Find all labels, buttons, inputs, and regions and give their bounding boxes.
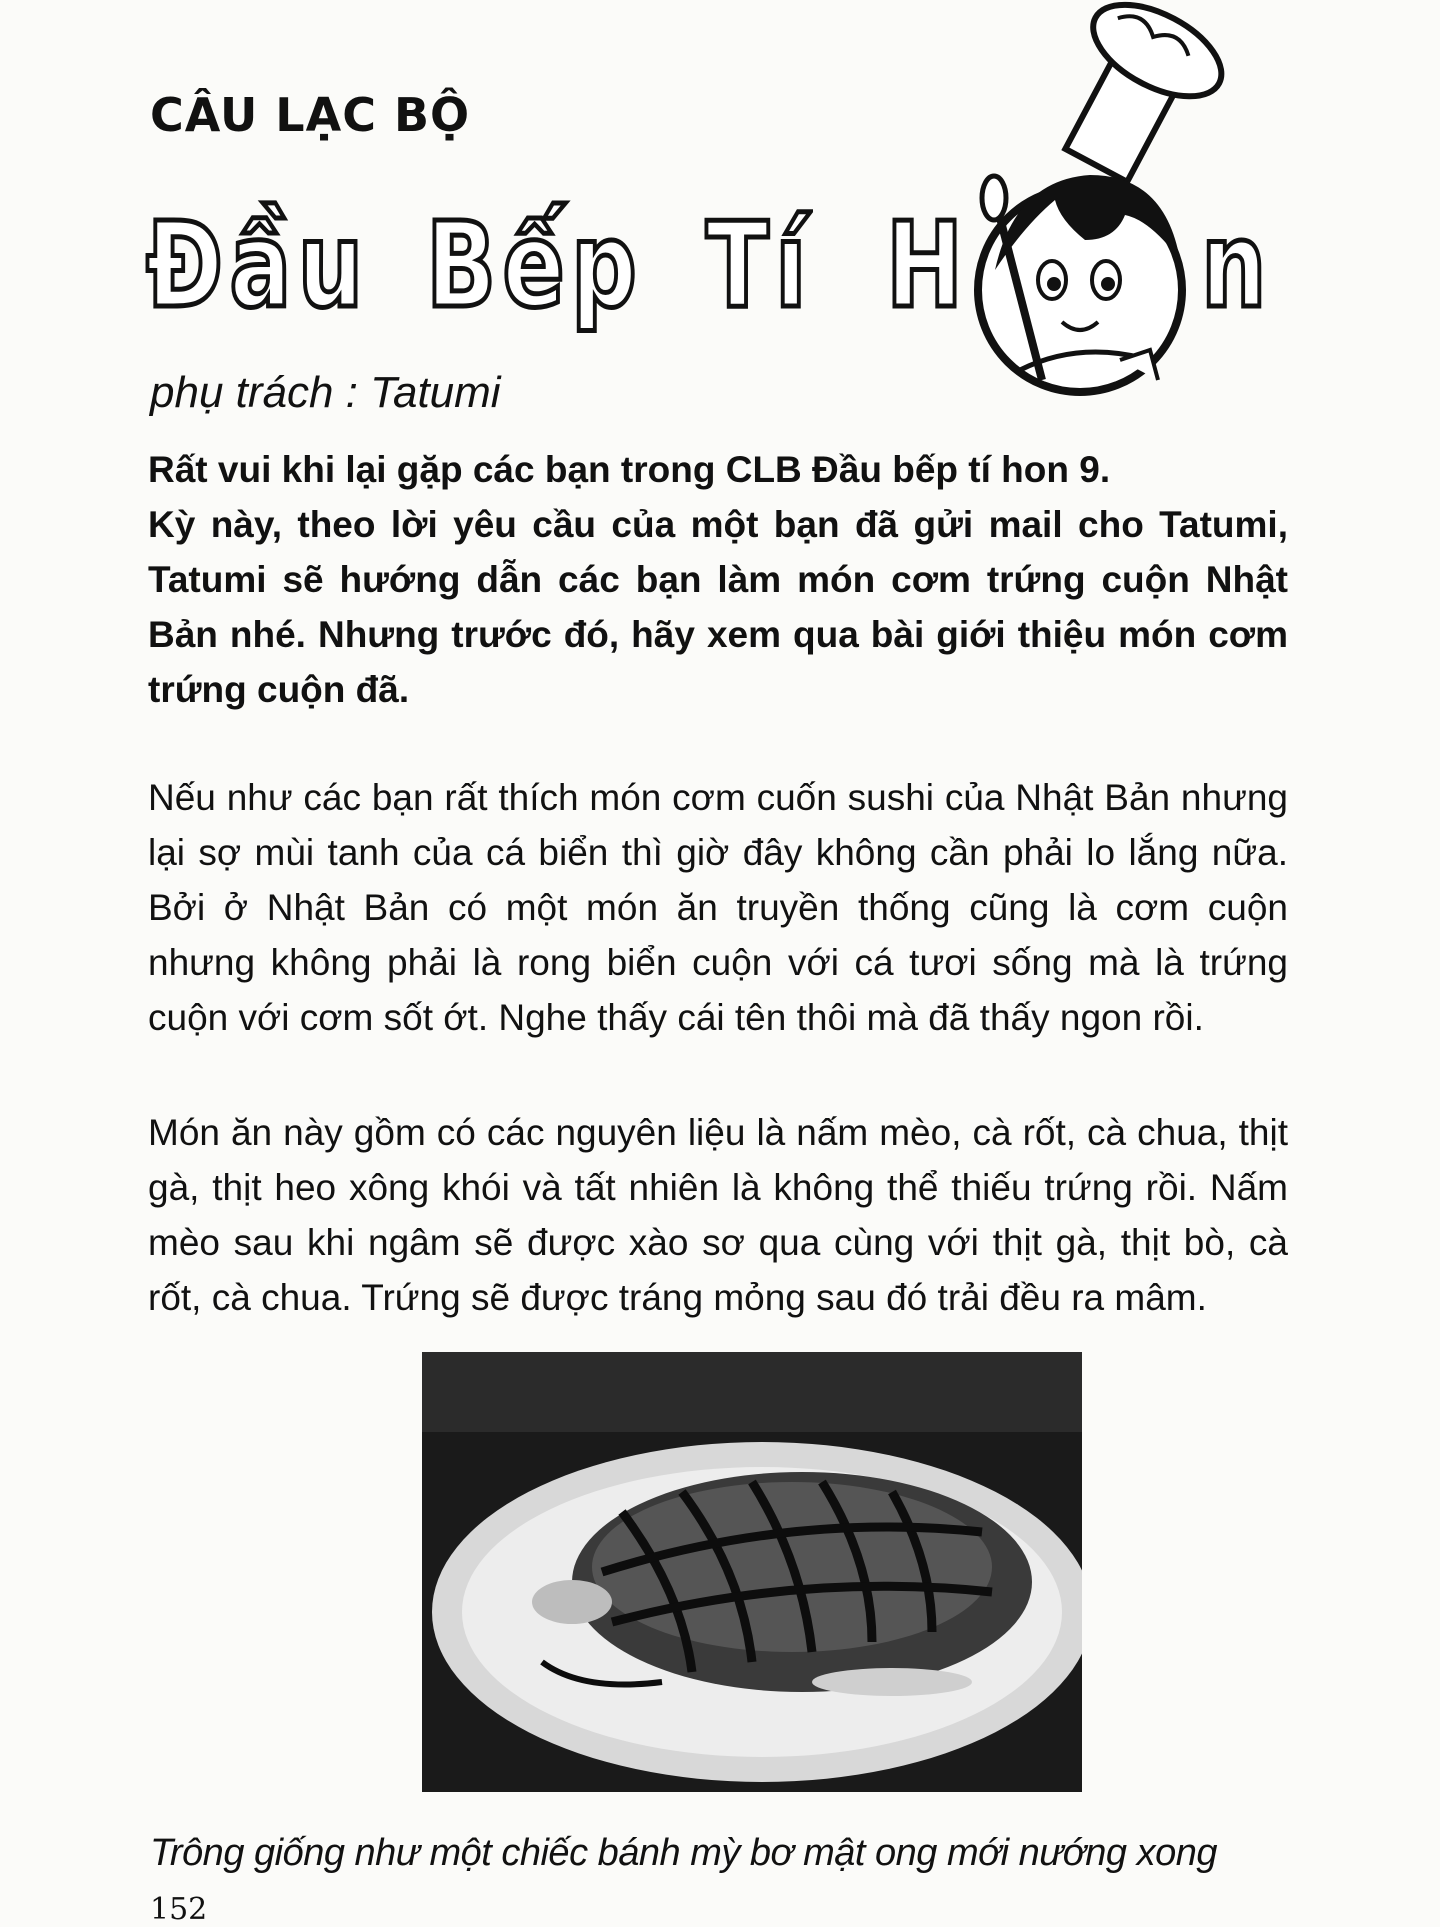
club-label: CÂU LẠC BỘ	[150, 88, 471, 142]
intro-text: Kỳ này, theo lời yêu cầu của một bạn đã gửi mail cho Tatumi, Tatumi sẽ hướng dẫn các bạn làm món cơm trứng cuộn Nhật Bản nhé. Nhưng trước đó, hãy xem qua bài giới thiệu món cơm trứng cuộn đã.	[148, 504, 1288, 710]
title-word: Tí	[706, 196, 813, 334]
title-word: Đầu	[146, 196, 370, 334]
body-paragraph: Nếu như các bạn rất thích món cơm cuốn sushi của Nhật Bản nhưng lại sợ mùi tanh của cá biển thì giờ đây không cần phải lo lắng nữa. Bởi ở Nhật Bản có một món ăn truyền thống cũng là cơm cuộn nhưng không phải là rong biển cuộn với cá tươi sống mà là trứng cuộn với cơm sốt ớt. Nghe thấy cái tên thôi mà đã thấy ngon rồi.	[148, 777, 1288, 1038]
title-word: Bếp	[426, 196, 644, 334]
title-word: n	[1201, 196, 1273, 334]
photo-caption: Trông giống như một chiếc bánh mỳ bơ mật ong mới nướng xong	[150, 1832, 1217, 1874]
omelet-rice-photo	[422, 1352, 1082, 1792]
intro-paragraph	[148, 442, 1288, 717]
intro-line: Rất vui khi lại gặp các bạn trong CLB Đầu bếp tí hon 9.	[148, 449, 1111, 490]
chef-mascot-illustration	[940, 0, 1310, 400]
page-number: 152	[150, 1892, 208, 1927]
title-word: H	[886, 196, 970, 334]
body-paragraph: Món ăn này gồm có các nguyên liệu là nấm mèo, cà rốt, cà chua, thịt gà, thịt heo xông khói và tất nhiên là không thể thiếu trứng rồi. Nấm mèo sau khi ngâm sẽ được xào sơ qua cùng với thịt gà, thịt bò, cà rốt, cà chua. Trứng sẽ được tráng mỏng sau đó trải đều ra mâm.	[148, 1112, 1288, 1318]
byline: phụ trách : Tatumi	[150, 368, 501, 417]
